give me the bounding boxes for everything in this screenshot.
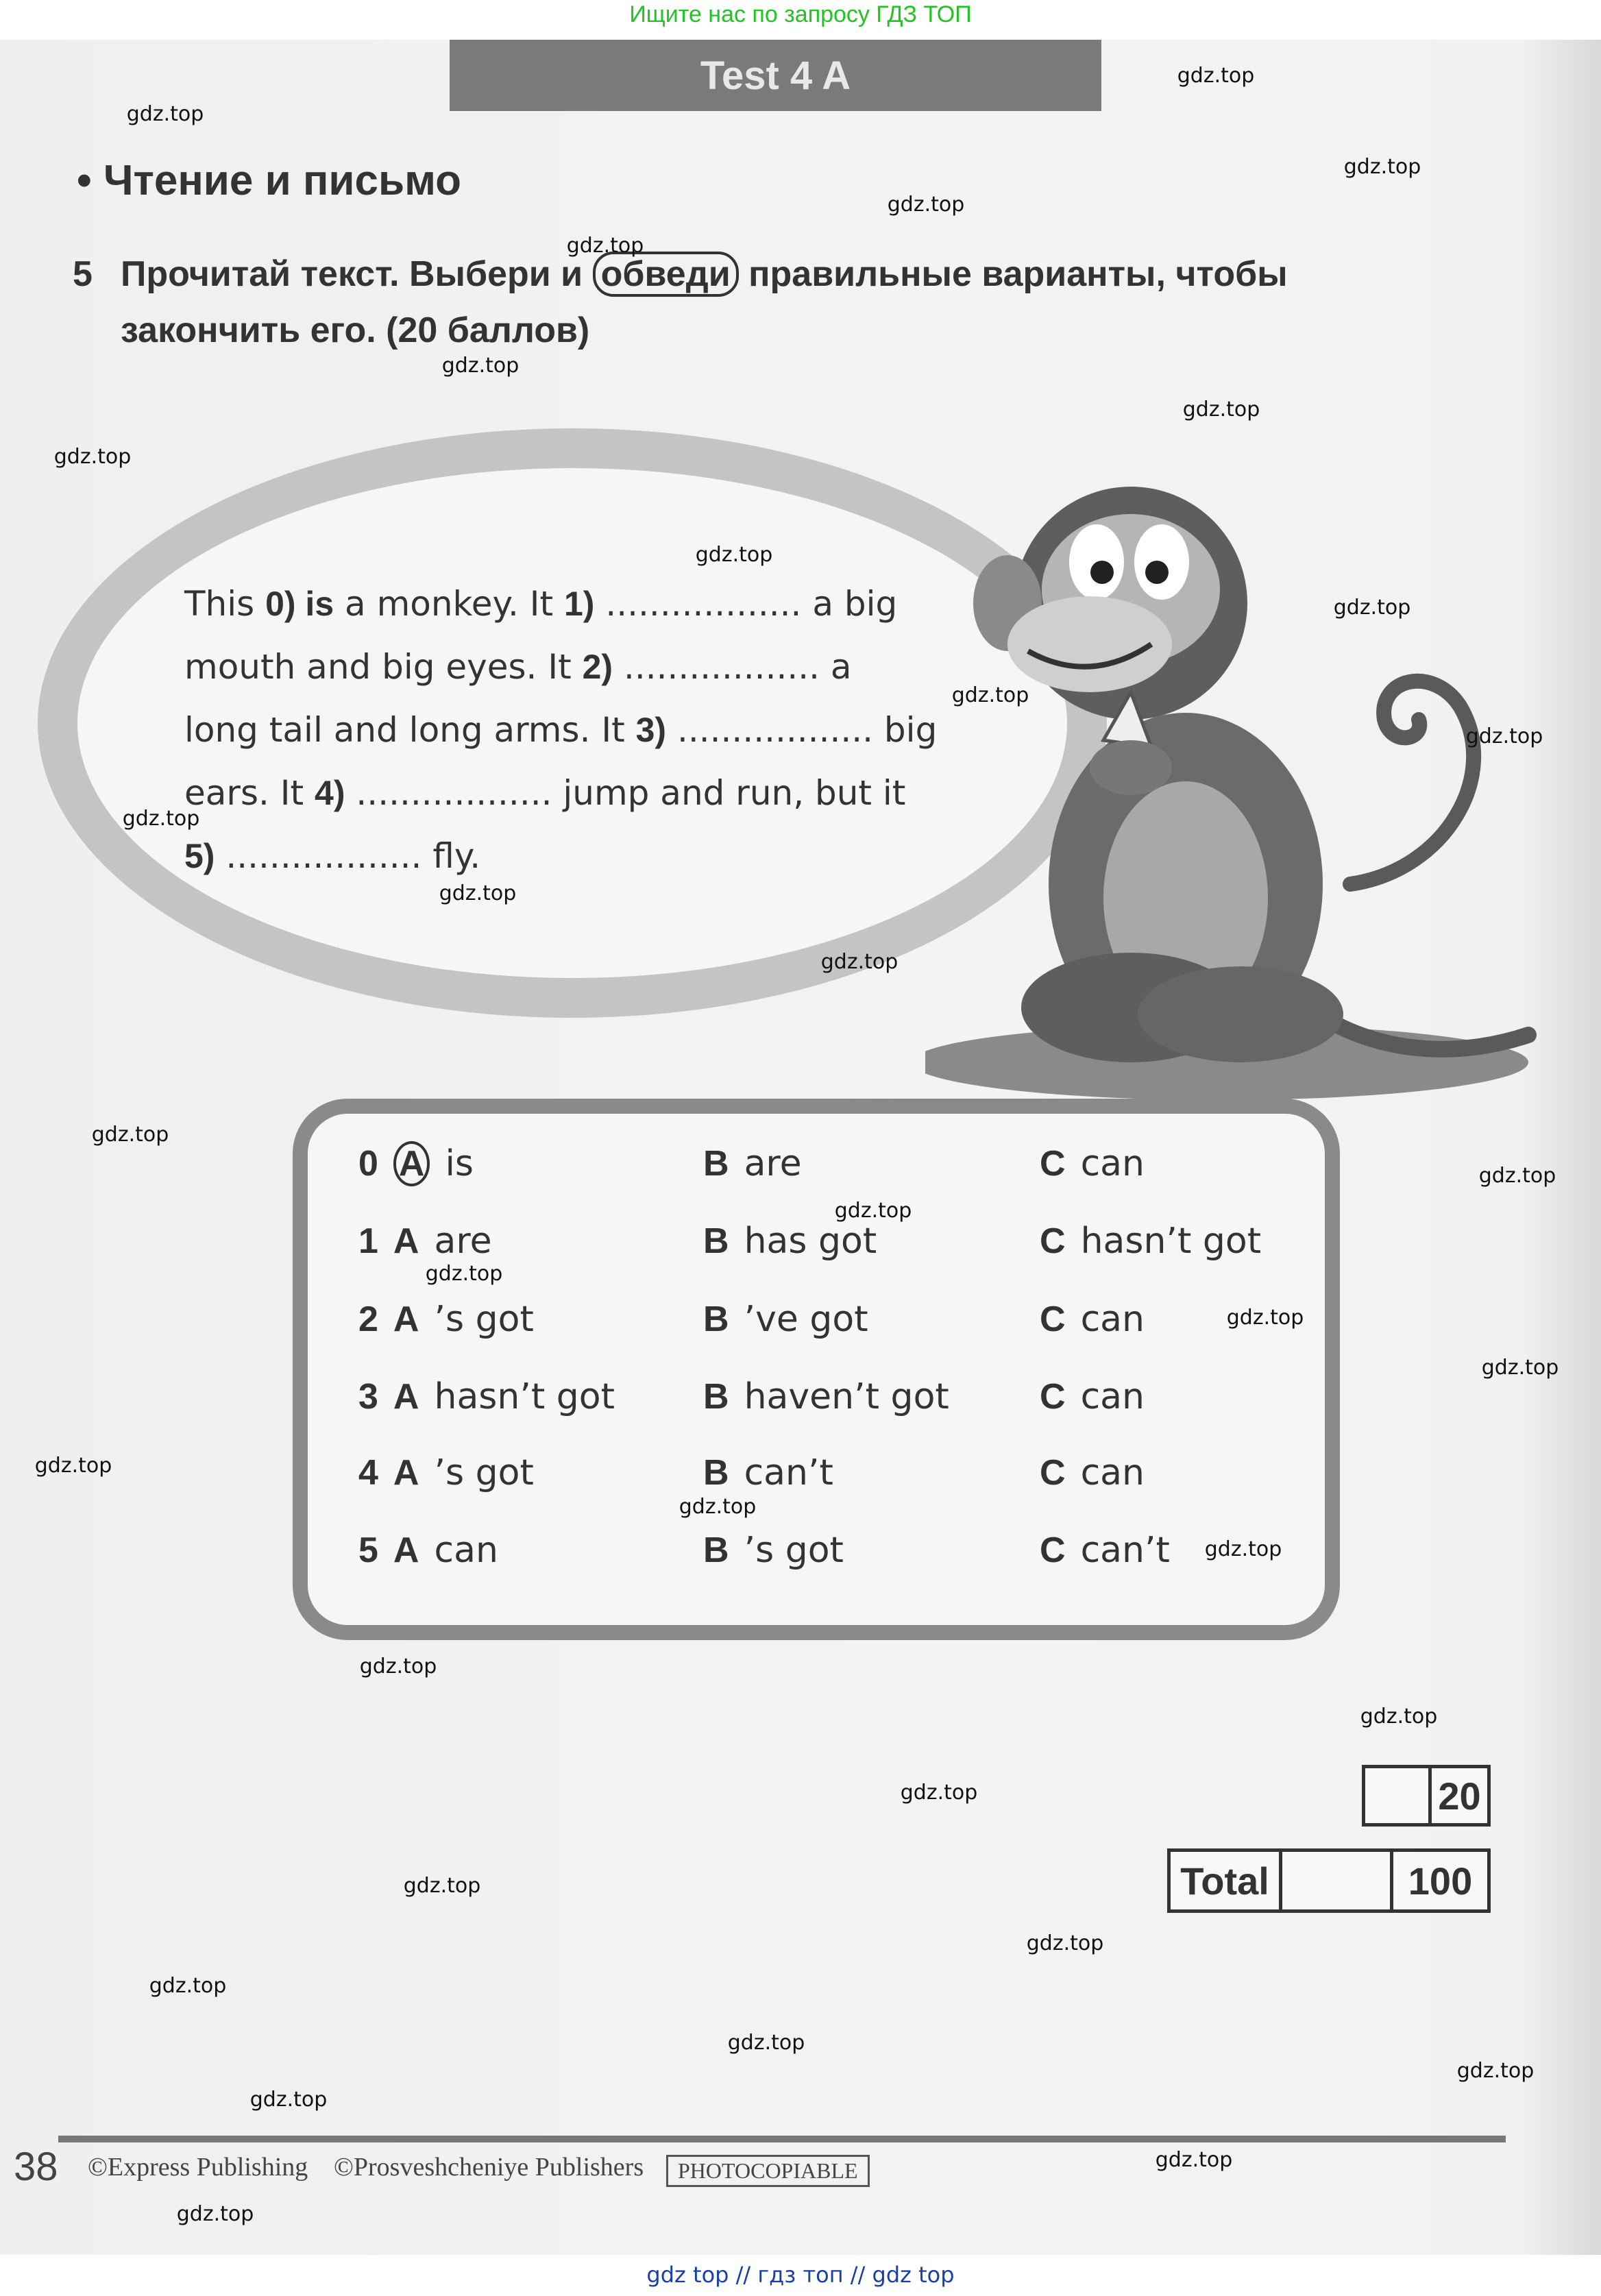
section-title: Чтение и письмо	[103, 157, 462, 204]
option-text: can	[434, 1530, 498, 1571]
passage-text: .................. a big	[594, 584, 898, 624]
option-text: can’t	[744, 1452, 833, 1493]
page-number: 38	[14, 2145, 58, 2189]
watermark: gdz.top	[679, 1495, 757, 1519]
test-header	[450, 40, 1101, 111]
total-input-cell[interactable]	[1282, 1852, 1393, 1909]
option-text: are	[434, 1221, 492, 1262]
watermark: gdz.top	[403, 1874, 481, 1898]
bullet: •	[77, 157, 92, 204]
blank-number: 1)	[563, 585, 595, 623]
score-max: 20	[1438, 1774, 1481, 1818]
passage-text: .................. jump and run, but it	[345, 773, 906, 813]
watermark: gdz.top	[1333, 596, 1411, 620]
blank-number: 0) is	[265, 585, 334, 623]
instruction-text: Прочитай текст. Выбери и	[121, 254, 583, 294]
option-row-1-col[interactable]	[1040, 1221, 1261, 1262]
option-letter: B	[703, 1299, 729, 1339]
option-row-1-col[interactable]	[703, 1221, 877, 1262]
watermark: gdz.top	[1026, 1931, 1104, 1955]
option-row-3-col[interactable]	[1040, 1376, 1145, 1417]
option-text: can	[1080, 1376, 1145, 1417]
passage-line	[184, 773, 905, 813]
watermark: gdz.top	[834, 1199, 912, 1223]
task-instruction-line1	[121, 254, 1288, 295]
option-row-5-col[interactable]	[1040, 1530, 1170, 1571]
watermark: gdz.top	[1155, 2148, 1233, 2172]
test-title: Test 4 A	[700, 53, 851, 98]
option-text: haven’t got	[744, 1376, 949, 1417]
option-letter: B	[703, 1221, 729, 1261]
watermark: gdz.top	[695, 543, 773, 567]
watermark: gdz.top	[1343, 155, 1421, 179]
blank-number: 4)	[315, 774, 345, 812]
option-letter: B	[703, 1377, 729, 1417]
section-score-box	[1362, 1765, 1491, 1827]
blank-number: 3)	[635, 711, 667, 749]
option-text: can	[1080, 1143, 1145, 1184]
blank-number: 2)	[582, 648, 613, 686]
option-row-3-col[interactable]	[703, 1376, 949, 1417]
blank-number: 5)	[184, 837, 215, 875]
passage-text: .................. fly.	[215, 836, 481, 876]
option-text: has got	[744, 1221, 877, 1262]
watermark: gdz.top	[1456, 2059, 1535, 2083]
watermark: gdz.top	[900, 1781, 978, 1805]
option-letter: B	[703, 1530, 729, 1570]
passage-text: .................. a	[613, 647, 852, 687]
watermark: gdz.top	[126, 102, 204, 126]
option-row-2-col[interactable]	[703, 1299, 868, 1340]
option-letter: A	[393, 1299, 419, 1339]
option-row-5-col[interactable]	[703, 1530, 844, 1571]
monkey-illustration	[925, 445, 1542, 1103]
top-note: Ищите нас по запросу ГДЗ ТОП	[629, 1, 972, 27]
option-row-0-col[interactable]	[358, 1143, 474, 1184]
option-letter: B	[703, 1453, 729, 1493]
option-text: ’s got	[434, 1452, 534, 1493]
watermark: gdz.top	[1226, 1306, 1304, 1330]
option-row-4-col[interactable]	[358, 1452, 534, 1493]
option-row-4-col[interactable]	[1040, 1452, 1145, 1493]
passage-line	[184, 584, 897, 624]
total-max: 100	[1408, 1859, 1473, 1903]
watermark: gdz.top	[176, 2202, 254, 2226]
watermark: gdz.top	[1204, 1537, 1282, 1561]
passage-line	[184, 647, 852, 687]
item-number: 2	[358, 1299, 378, 1339]
option-letter: A	[393, 1530, 419, 1570]
watermark: gdz.top	[1478, 1164, 1556, 1188]
passage-text: mouth and big eyes. It	[184, 647, 583, 687]
option-letter: A	[393, 1453, 419, 1493]
passage-line	[184, 836, 480, 876]
option-letter: C	[1040, 1530, 1066, 1570]
item-number: 3	[358, 1377, 378, 1417]
section-heading	[77, 156, 461, 205]
passage-text: long tail and long arms. It	[184, 710, 636, 750]
publisher-express: ©Express Publishing	[88, 2153, 308, 2182]
circled-word: обведи	[593, 252, 739, 297]
option-row-2-col[interactable]	[358, 1299, 534, 1340]
task-number: 5	[73, 254, 93, 294]
option-letter: C	[1040, 1453, 1066, 1493]
watermark: gdz.top	[1177, 64, 1255, 88]
instruction-text: правильные варианты, чтобы	[748, 254, 1288, 294]
option-text: ’s got	[744, 1530, 844, 1571]
option-text: can	[1080, 1452, 1145, 1493]
watermark: gdz.top	[566, 234, 644, 258]
option-text: hasn’t got	[1080, 1221, 1262, 1262]
passage-text: a monkey. It	[334, 584, 564, 624]
watermark: gdz.top	[249, 2088, 328, 2112]
watermark: gdz.top	[727, 2031, 805, 2055]
item-number: 4	[358, 1453, 378, 1493]
item-number: 0	[358, 1144, 378, 1184]
watermark: gdz.top	[149, 1974, 227, 1998]
option-row-2-col[interactable]	[1040, 1299, 1145, 1340]
passage-text: .................. big	[666, 710, 938, 750]
watermark: gdz.top	[1182, 398, 1260, 422]
option-letter: C	[1040, 1221, 1066, 1261]
watermark: gdz.top	[887, 193, 965, 217]
option-row-5-col[interactable]	[358, 1530, 498, 1571]
option-letter: C	[1040, 1144, 1066, 1184]
watermark: gdz.top	[441, 354, 520, 378]
option-letter: B	[703, 1144, 729, 1184]
watermark: gdz.top	[359, 1654, 437, 1678]
item-number: 1	[358, 1221, 378, 1261]
watermark: gdz.top	[1360, 1705, 1438, 1729]
watermark: gdz.top	[34, 1454, 112, 1478]
option-text: ’ve got	[744, 1299, 868, 1340]
option-text: ’s got	[434, 1299, 534, 1340]
watermark: gdz.top	[1465, 724, 1543, 748]
watermark: gdz.top	[53, 445, 132, 469]
option-row-3-col[interactable]	[358, 1376, 615, 1417]
option-letter: C	[1040, 1299, 1066, 1339]
option-row-0-col[interactable]	[703, 1143, 802, 1184]
watermark: gdz.top	[1481, 1356, 1559, 1380]
publisher-prosveshcheniye: ©Prosveshcheniye Publishers	[334, 2153, 644, 2182]
option-text: is	[445, 1143, 474, 1184]
option-text: hasn’t got	[434, 1376, 615, 1417]
watermark: gdz.top	[820, 950, 899, 974]
total-label: Total	[1171, 1852, 1282, 1909]
task-instruction-line2: закончить его. (20 баллов)	[121, 310, 590, 350]
option-letter: A	[393, 1377, 419, 1417]
score-input-cell[interactable]	[1365, 1768, 1432, 1823]
option-text: can	[1080, 1299, 1145, 1340]
watermark: gdz.top	[425, 1262, 503, 1286]
photocopiable-label: PHOTOCOPIABLE	[666, 2155, 870, 2187]
item-number: 5	[358, 1530, 378, 1570]
option-text: are	[744, 1143, 802, 1184]
option-row-1-col[interactable]	[358, 1221, 492, 1262]
watermark: gdz.top	[91, 1123, 169, 1147]
watermark: gdz.top	[951, 683, 1029, 707]
option-text: can’t	[1080, 1530, 1170, 1571]
option-letter: A	[393, 1221, 419, 1261]
total-score-box	[1167, 1848, 1491, 1913]
footer-rule	[58, 2136, 1506, 2142]
watermark: gdz.top	[122, 807, 200, 831]
watermark: gdz.top	[439, 881, 517, 905]
passage-text: ears. It	[184, 773, 315, 813]
option-row-4-col[interactable]	[703, 1452, 833, 1493]
option-letter: A	[393, 1141, 430, 1186]
option-letter: C	[1040, 1377, 1066, 1417]
bottom-nav-links[interactable]: gdz top // гдз топ // gdz top	[646, 2262, 955, 2288]
passage-text: This	[184, 584, 266, 624]
option-row-0-col[interactable]	[1040, 1143, 1145, 1184]
passage-line	[184, 710, 937, 750]
